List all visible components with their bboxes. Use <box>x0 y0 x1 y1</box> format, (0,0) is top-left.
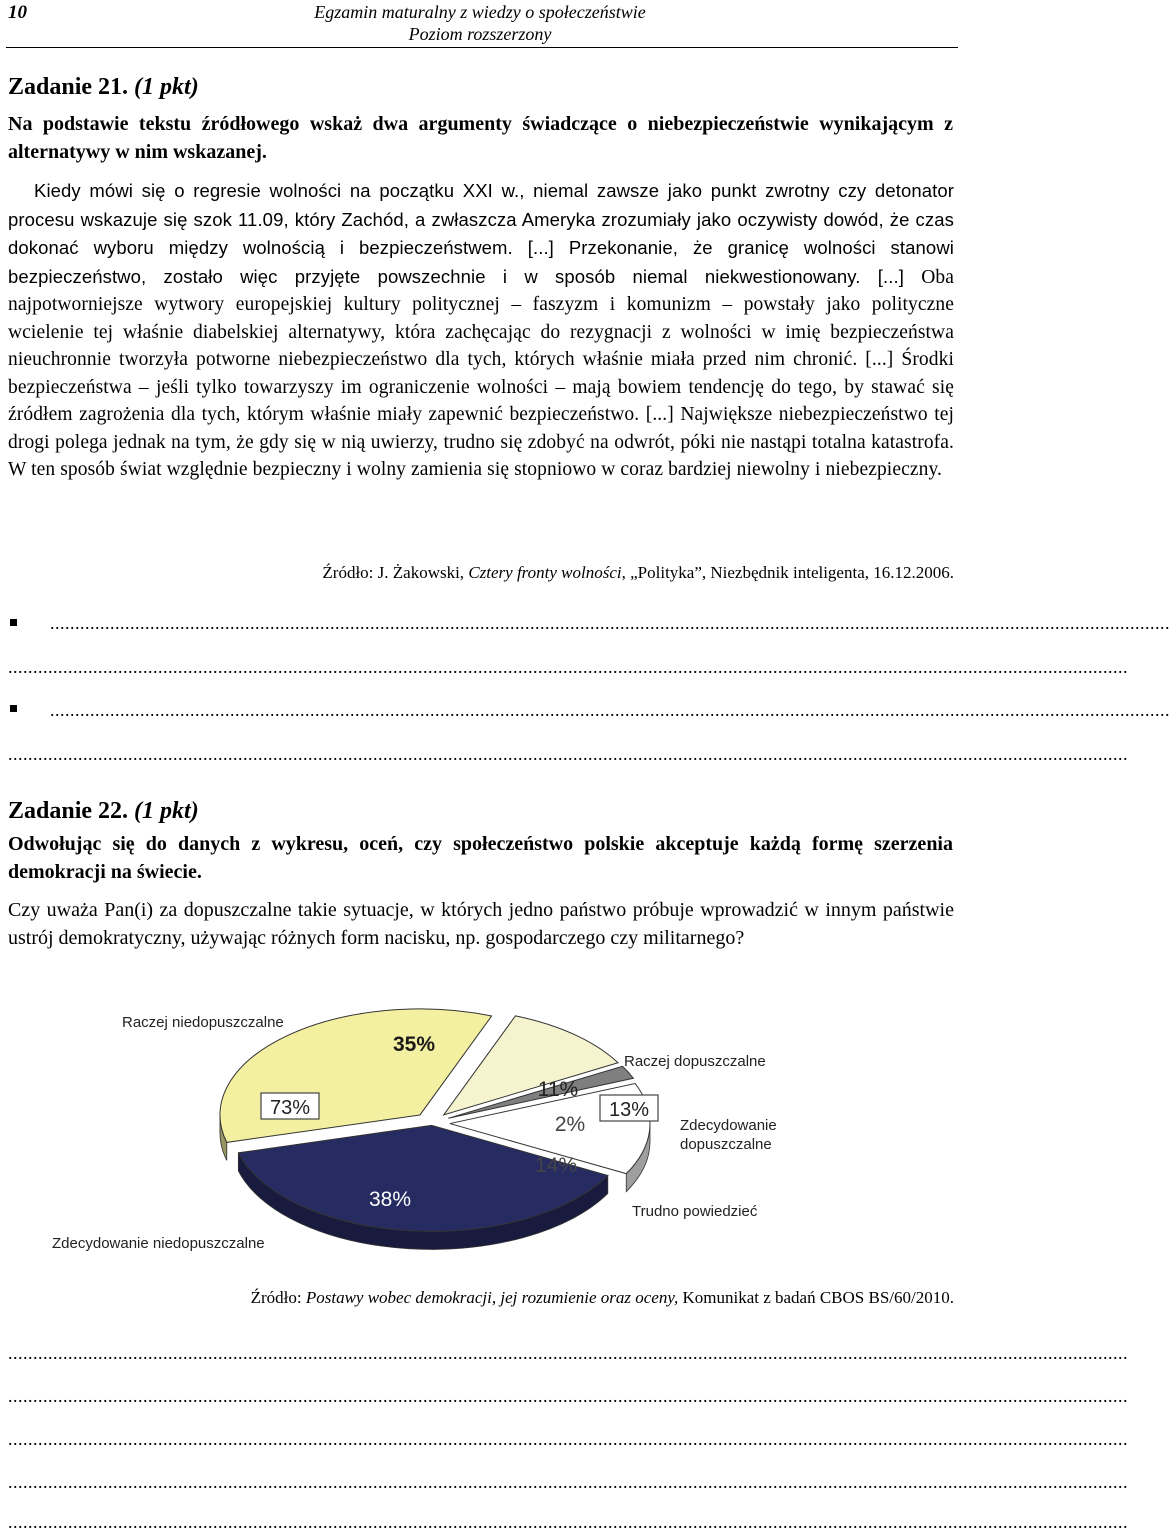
task22-source-prefix: Źródło: <box>250 1288 306 1307</box>
value-label-2: 2% <box>554 1113 586 1136</box>
task21-source-prefix: Źródło: J. Żakowski, <box>322 563 469 582</box>
answer-line-1b[interactable]: ................................................................................................................................................................................................................................ <box>8 657 1128 677</box>
answer-bullet-2 <box>10 705 17 712</box>
answer-line-22-3[interactable]: ................................................................................................................................................................................................................................ <box>8 1429 1128 1449</box>
group-total-13: 13% <box>608 1099 650 1121</box>
page-header <box>0 0 960 48</box>
answer-line-22-5[interactable]: ................................................................................................................................................................................................................................ <box>8 1512 1128 1532</box>
task21-source-title: Cztery fronty wolności <box>468 563 622 582</box>
task22-source-title: Postawy wobec demokracji, jej rozumienie oraz oceny, <box>305 1288 679 1307</box>
passage-part1: Kiedy mówi się o regresie wolności na początku XXI w., niemal zawsze jako punkt zwrotny czy detonator procesu wskazuje się szok 11.09, który Zachód, a zwłaszcza Ameryka zrozumiały jako oczywisty dowód, że czas dokonać wyboru między wolnością i bezpieczeństwem. [...] Przekonanie, że granicę wolności stanowi bezpieczeństwo, zostało więc przyjęte powszechnie i w sposób niemal niekwestionowany. [...] <box>8 180 954 287</box>
value-label-35: 35% <box>392 1033 436 1056</box>
page-number: 10 <box>8 2 27 23</box>
header-rule <box>6 47 958 48</box>
task22-heading <box>8 798 199 825</box>
answer-line-22-2[interactable]: ................................................................................................................................................................................................................................ <box>8 1386 1128 1406</box>
answer-line-1a[interactable]: ................................................................................................................................................................................................................................ <box>50 613 1170 633</box>
value-label-38: 38% <box>368 1188 412 1211</box>
task22-source <box>251 1288 954 1308</box>
answer-line-22-4[interactable]: ................................................................................................................................................................................................................................ <box>8 1472 1128 1492</box>
task21-title: Zadanie 21. <box>8 74 129 100</box>
exam-level: Poziom rozszerzony <box>408 24 552 44</box>
label-zdecydowanie-dopuszczalne-2: dopuszczalne <box>680 1136 772 1153</box>
pie-chart <box>0 995 960 1265</box>
answer-line-22-1[interactable]: ................................................................................................................................................................................................................................ <box>8 1343 1128 1363</box>
task22-title: Zadanie 22. <box>8 798 129 824</box>
survey-question: Czy uważa Pan(i) za dopuszczalne takie sytuacje, w których jedno państwo próbuje wprowadzić w innym państwie ustrój demokratyczny, używając różnych form nacisku, np. gospodarczego czy militarnego? <box>8 899 954 949</box>
task21-source-suffix: , „Polityka”, Niezbędnik inteligenta, 16.12.2006. <box>621 563 954 582</box>
answer-bullet-1 <box>10 619 17 626</box>
task22-points: (1 pkt) <box>134 798 199 824</box>
task22-source-suffix: Komunikat z badań CBOS BS/60/2010. <box>678 1288 954 1307</box>
task21-source <box>322 563 954 583</box>
label-raczej-niedopuszczalne: Raczej niedopuszczalne <box>122 1014 284 1031</box>
task21-heading <box>8 74 199 101</box>
value-label-11: 11% <box>537 1078 579 1101</box>
passage-part2: Oba najpotworniejsze wytwory europejskiej kultury politycznej – faszyzm i komunizm – powstały jako polityczne wcielenie tej właśnie diabelskiej alternatywy, która zachęcając do rezygnacji z wolności w imię bezpieczeństwa nieuchronnie tworzyła potworne niebezpieczeństwo dla tych, których właśnie miała przed nim chronić. [...] Środki bezpieczeństwa – jeśli tylko towarzyszy im ograniczenie wolności – mają bowiem tendencję do tego, by stawać się źródłem zagrożenia dla tych, którym właśnie miały zapewnić bezpieczeństwo. [...] Największe niebezpieczeństwo tej drogi polega jednak na tym, że gdy się w nią uwierzy, trudno się zdobyć na odwrót, póki nie nastąpi totalna katastrofa. W ten sposób świat względnie bezpieczny i wolny zamienia się stopniowo w coraz bardziej niewolny i niebezpieczny. <box>8 266 954 480</box>
task21-points: (1 pkt) <box>134 74 199 100</box>
task22-instruction: Odwołując się do danych z wykresu, oceń, czy społeczeństwo polskie akceptuje każdą formę szerzenia demokracji na świecie. <box>8 833 953 883</box>
label-trudno-powiedziec: Trudno powiedzieć <box>632 1203 758 1220</box>
value-label-14: 14% <box>534 1154 578 1177</box>
label-zdecydowanie-niedopuszczalne: Zdecydowanie niedopuszczalne <box>52 1235 265 1252</box>
label-raczej-dopuszczalne: Raczej dopuszczalne <box>624 1053 766 1070</box>
task21-passage <box>8 177 954 484</box>
answer-line-2b[interactable]: ................................................................................................................................................................................................................................ <box>8 744 1128 764</box>
label-zdecydowanie-dopuszczalne-1: Zdecydowanie <box>680 1117 777 1134</box>
group-total-73: 73% <box>269 1097 311 1119</box>
exam-title: Egzamin maturalny z wiedzy o społeczeństwie <box>314 2 646 22</box>
answer-line-2a[interactable]: ................................................................................................................................................................................................................................ <box>50 700 1170 720</box>
task21-instruction: Na podstawie tekstu źródłowego wskaż dwa argumenty świadczące o niebezpieczeństwie wynikającym z alternatywy w nim wskazanej. <box>8 113 953 163</box>
